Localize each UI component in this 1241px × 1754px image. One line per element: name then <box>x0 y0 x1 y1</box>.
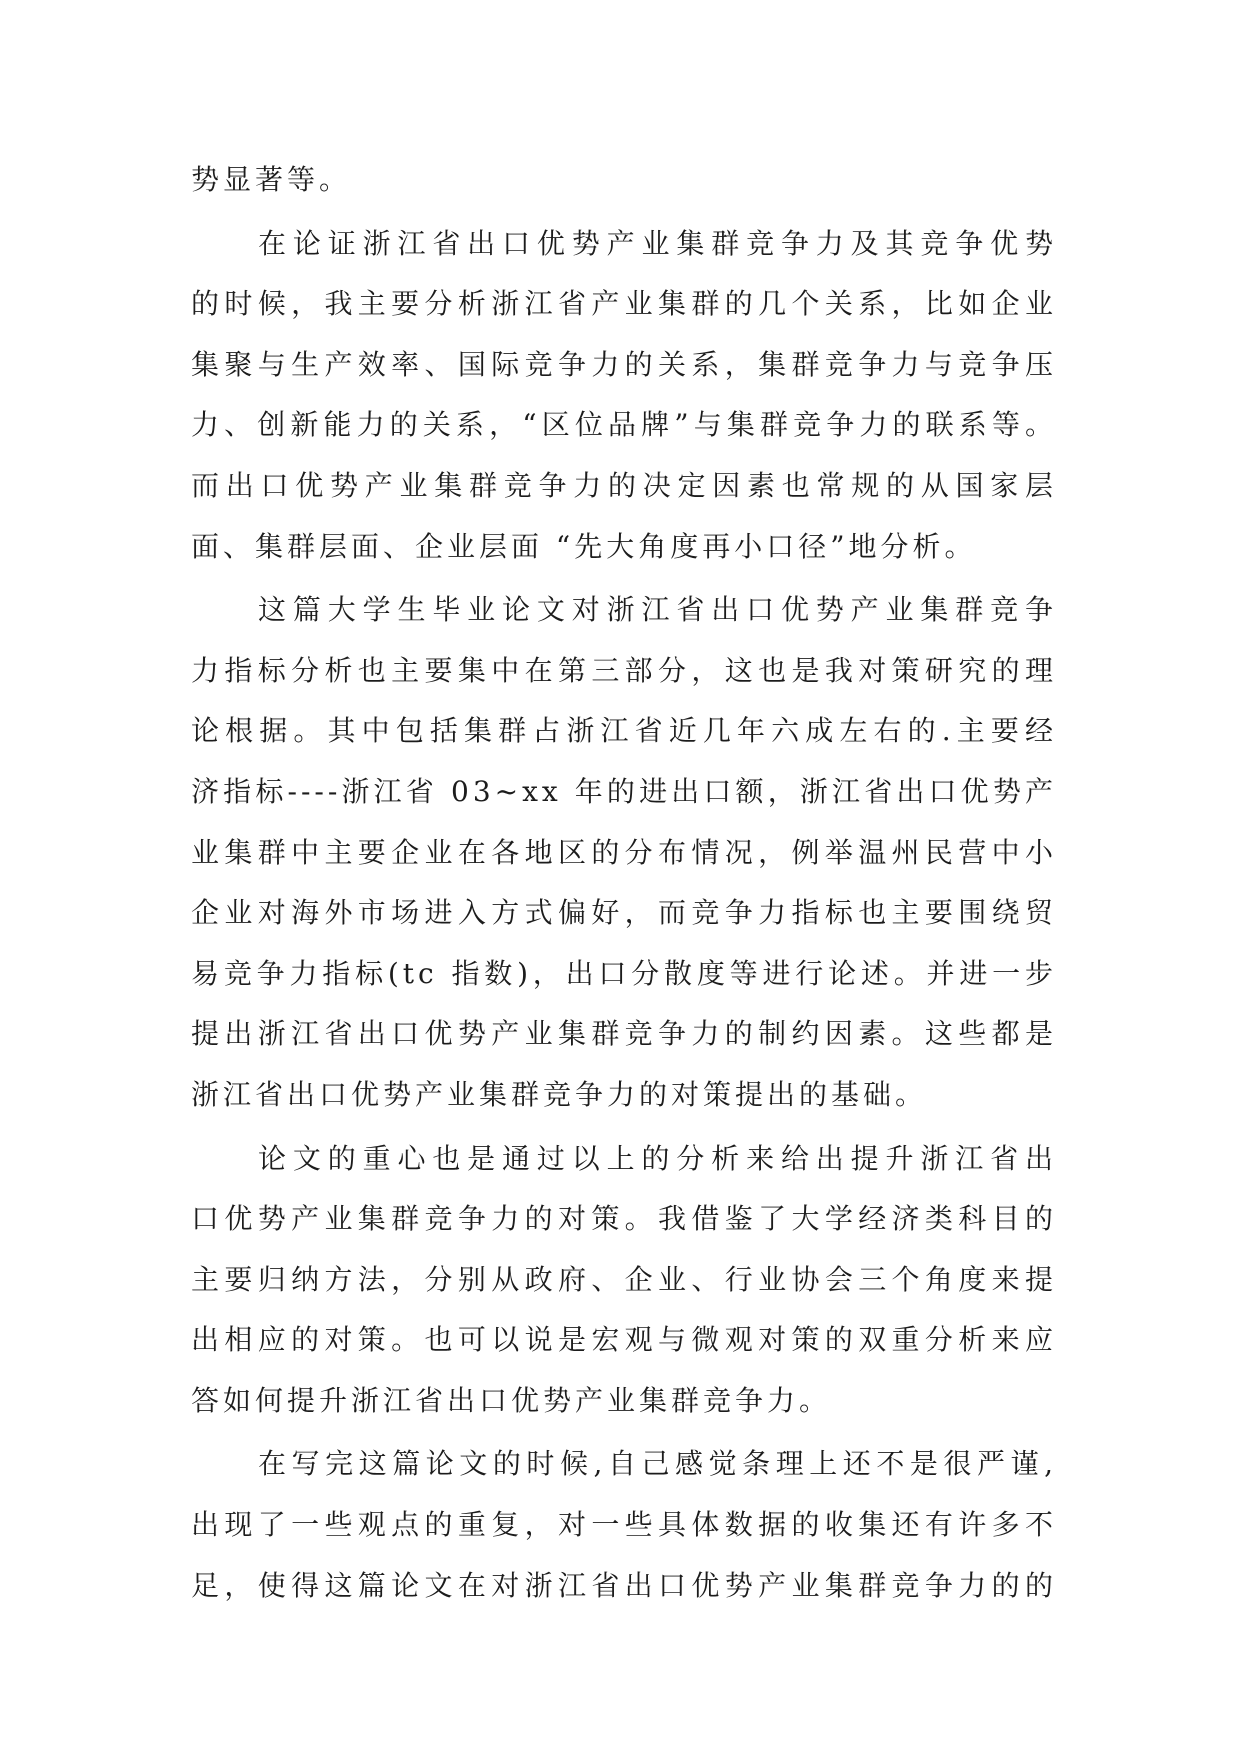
text-line: 在论证浙江省出口优势产业集群竞争力及其竞争优势 <box>258 226 1057 260</box>
text-line: 企业对海外市场进入方式偏好，而竞争力指标也主要围绕贸 <box>191 896 1057 930</box>
text-line: 这篇大学生毕业论文对浙江省出口优势产业集群竞争 <box>258 593 1057 627</box>
text-line: 易竞争力指标(tc 指数)，出口分散度等进行论述。并进一步 <box>191 956 1057 990</box>
text-line: 力、创新能力的关系，“区位品牌”与集群竞争力的联系等。 <box>191 408 1057 442</box>
text-line: 在写完这篇论文的时候,自己感觉条理上还不是很严谨, <box>258 1447 1057 1481</box>
paragraph <box>191 150 1057 211</box>
text-line: 出相应的对策。也可以说是宏观与微观对策的双重分析来应 <box>191 1323 1057 1357</box>
text-line: 面、集群层面、企业层面 “先大角度再小口径”地分析。 <box>191 529 977 563</box>
text-line: 业集群中主要企业在各地区的分布情况，例举温州民营中小 <box>191 835 1057 869</box>
text-line: 济指标----浙江省 03~xx 年的进出口额，浙江省出口优势产 <box>191 774 1057 808</box>
text-line: 主要归纳方法，分别从政府、企业、行业协会三个角度来提 <box>191 1262 1057 1296</box>
text-line: 论文的重心也是通过以上的分析来给出提升浙江省出 <box>258 1141 1057 1175</box>
text-line: 的时候，我主要分析浙江省产业集群的几个关系，比如企业 <box>191 287 1057 321</box>
paragraph <box>191 1434 1057 1616</box>
text-line: 口优势产业集群竞争力的对策。我借鉴了大学经济类科目的 <box>191 1202 1057 1236</box>
paragraph <box>191 214 1057 578</box>
text-line: 答如何提升浙江省出口优势产业集群竞争力。 <box>191 1383 832 1417</box>
text-line: 而出口优势产业集群竞争力的决定因素也常规的从国家层 <box>191 468 1057 502</box>
paragraph <box>191 580 1057 1125</box>
text-line: 出现了一些观点的重复，对一些具体数据的收集还有许多不 <box>191 1508 1057 1542</box>
text-line: 浙江省出口优势产业集群竞争力的对策提出的基础。 <box>191 1077 928 1111</box>
body-text <box>191 0 1057 1616</box>
text-line: 论根据。其中包括集群占浙江省近几年六成左右的.主要经 <box>191 714 1057 748</box>
text-line: 提出浙江省出口优势产业集群竞争力的制约因素。这些都是 <box>191 1017 1057 1051</box>
text-line: 足，使得这篇论文在对浙江省出口优势产业集群竞争力的的 <box>191 1568 1057 1602</box>
text-line: 力指标分析也主要集中在第三部分，这也是我对策研究的理 <box>191 653 1057 687</box>
text-line: 势显著等。 <box>191 163 352 196</box>
text-line: 集聚与生产效率、国际竞争力的关系，集群竞争力与竞争压 <box>191 347 1057 381</box>
paragraph <box>191 1129 1057 1432</box>
